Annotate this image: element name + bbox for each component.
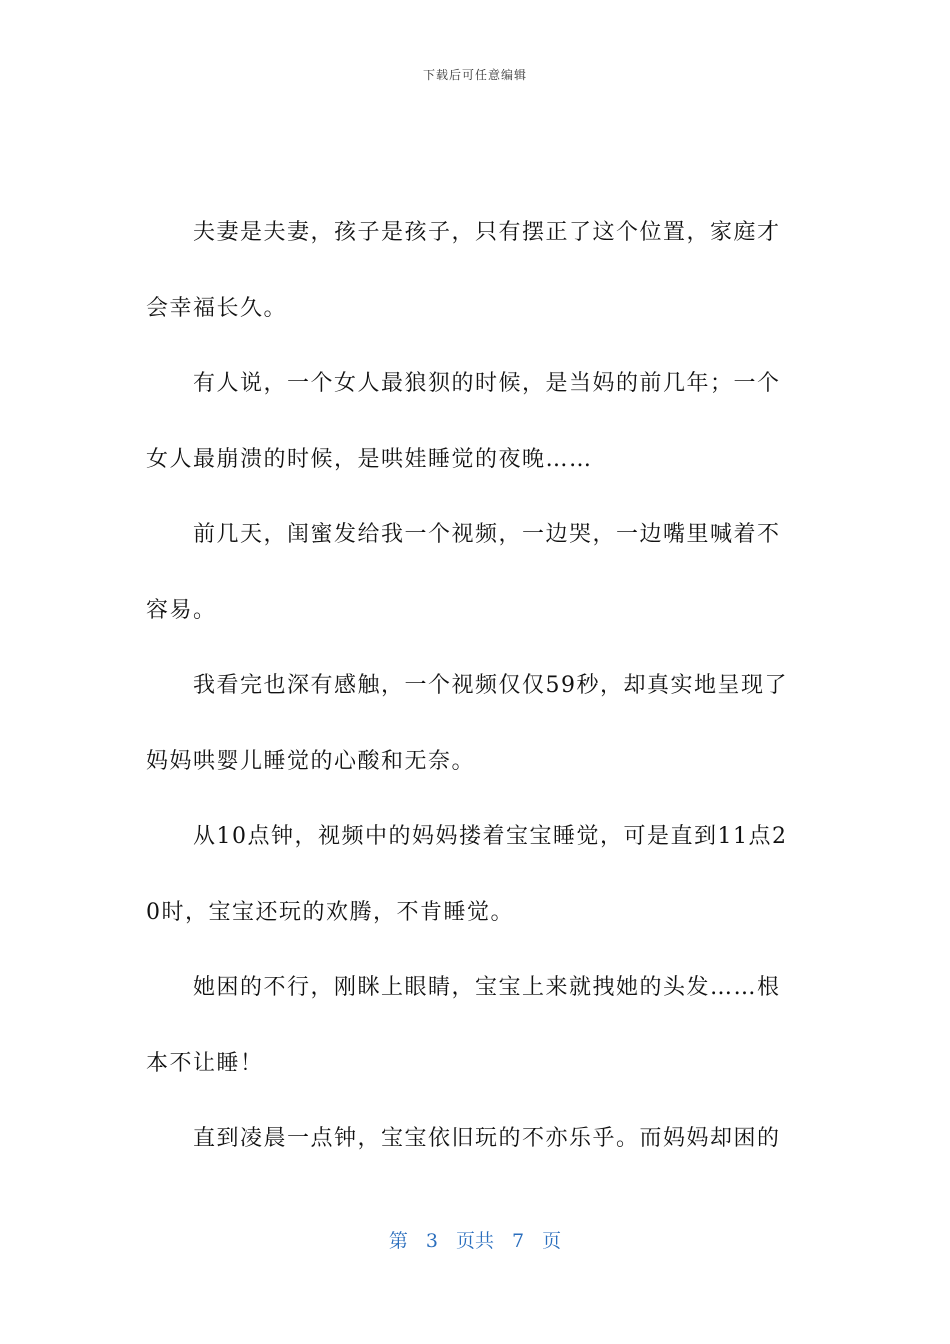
- paragraph: 从10点钟，视频中的妈妈搂着宝宝睡觉，可是直到11点20时，宝宝还玩的欢腾，不肯睡觉。: [146, 824, 788, 925]
- current-page-number: 3: [425, 1230, 438, 1252]
- page-header: 下载后可任意编辑: [422, 68, 527, 82]
- paragraph: 夫妻是夫妻，孩子是孩子，只有摆正了这个位置，家庭才会幸福长久。: [146, 220, 781, 321]
- paragraph: 她困的不行，刚眯上眼睛，宝宝上来就拽她的头发……根本不让睡！: [146, 975, 781, 1076]
- paragraph: 直到凌晨一点钟，宝宝依旧玩的不亦乐乎。而妈妈却困的: [193, 1126, 781, 1151]
- paragraph: 有人说，一个女人最狼狈的时候，是当妈的前几年；一个女人最崩溃的时候，是哄娃睡觉的夜晚……: [146, 371, 781, 472]
- paragraph: 我看完也深有感触，一个视频仅仅59秒，却真实地呈现了妈妈哄婴儿睡觉的心酸和无奈。: [146, 673, 788, 774]
- page-footer: [0, 1226, 950, 1253]
- page-label: 第: [388, 1230, 408, 1252]
- page-end-label: 页: [542, 1230, 562, 1252]
- of-label: 页共: [455, 1230, 494, 1252]
- total-pages-number: 7: [512, 1230, 525, 1252]
- paragraph: 前几天，闺蜜发给我一个视频，一边哭，一边嘴里喊着不容易。: [146, 522, 781, 623]
- document-body: [146, 195, 796, 1177]
